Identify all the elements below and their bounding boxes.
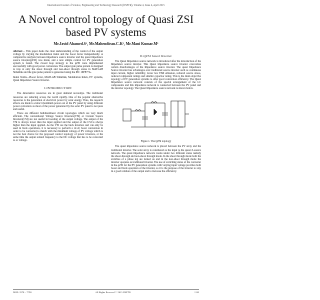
abstract-label: Abstract [13,50,23,53]
right-column [111,50,201,174]
abstract-text: — This paper deals the clear understanding of the control of the output voltage by varying the modulation index and the boost factor independently. A comparative analysis between impedance source inverter and the quasi impedance source inverter(qZSI) was made, and a new simple control for PV generation system is found. The closed loop strategy to the qZSI were implemented successfully with good power conversion. The output gate pulse pattern is designed to trap at only the shoot through and non-shoot through states in MATLAB Simulink and the gate pulse pattern is generated using the PIC 16F877A. [13,50,103,75]
introduction-heading: I.INTRODUCTION [44,86,72,91]
qzsi-circuit-figure [121,93,191,139]
figure-caption: Figure 1. The QZSI topology [140,140,172,144]
section-heading: II.QZSI based Inverter [140,54,172,58]
page-number: 1116 [194,291,199,294]
circuit-diagram [121,93,191,139]
page-footer [13,291,199,294]
body-paragraph: The Quasi Impedance source network is introduced after the introduction of the Impedance source inverter. This Quasi impedance source inverter overcomes certain disadvantages of the Impedance source inverter. The quasi Impedance Source inverter has advantages over traditional source inverter such as continuous input current, higher reliability, lower low EMI emission, reduced source stress, reduced component ratings and smaller capacitor rating. This is the main objective topology of PV generation systems to offer good conversion efficiency. The Quasi Impedance source network consists of the special arrangement of the LC components and this impedance network is connected between the PV panel and the inverter topology. The Quasi Impedance source network is shown below. [111,60,201,91]
body-paragraph: The quasi impedance source network is placed between the PV array and the traditional inverter. The solar array is considered as the input to the quasi Z-source network. The quasi impedance network works under two different states namely the shoot-through and non-shoot through mode. In the shoot through mode both the switches of a phase leg are turned on and in the non-shoot through mode the inverter operates as traditional inverter. The use of switching states of the converter in the qZSI for the PV generation systems with varying input voltage provides both boost and buck operation of the inverter, so it is the purpose of the inverter to stay in a good relation of the output and to increase the efficiency. [111,145,201,173]
left-column [13,50,103,143]
copyright-label: All Rights Reserved © 2015 IJSETR [95,291,131,294]
intro-paragraph: The Alternative resources are in great demand nowadays. The traditional resources are reducing across the world rapidly. One of the popular alternative resources is the generation of electrical power by solar energy. Thus, the research efforts are made to extract maximum power out of the PV panel by using different power converters as most of the power generated by the solar PV panel is not pure and useful. [13,92,103,111]
abstract [13,50,103,74]
issn-label: ISSN: 2278 – 7798 [13,291,32,294]
intro-paragraph: There are different buildnonlinear circuit topologies which are very much efficient. The conventional Voltage Source Inverters(VSI) or Current Source Inverters(CSI) are not useful in boosting of the output voltage. The output of the VSI is always lower than the input applied and the output of the CSI is always higher than the input applied. As the VSI are the buck inverters and can only be used in buck operations, it is necessary to perform a dc-dc boost conversion in order to be converted to match with the minimum voltage of PV voltage which is not the best choice for the proposed control topology of power inverters, at the same time the output related frequency to the DC voltage that has to be converted to ac voltage. [13,111,103,143]
author-list: Mr.Javid Ahamed.S¹, Mr.Mahendiran.C.K², Mr.Mani Kumar.M³ [53,42,159,46]
journal-header: International Journal of Science, Engineering and Technology Research (IJSETR), Volume 4, Issue 4, April 2015 [47,4,165,7]
pv-source-symbol [123,109,131,121]
diode-symbol [154,109,157,115]
index-terms: Index Terms—Boost factor, MATLAB Simulink, Modulation Index, PV systems, Quasi Impedance Source Inverter. [13,76,103,83]
paper-title: A Novel control topology of Quasi ZSI based PV systems [18,14,194,39]
